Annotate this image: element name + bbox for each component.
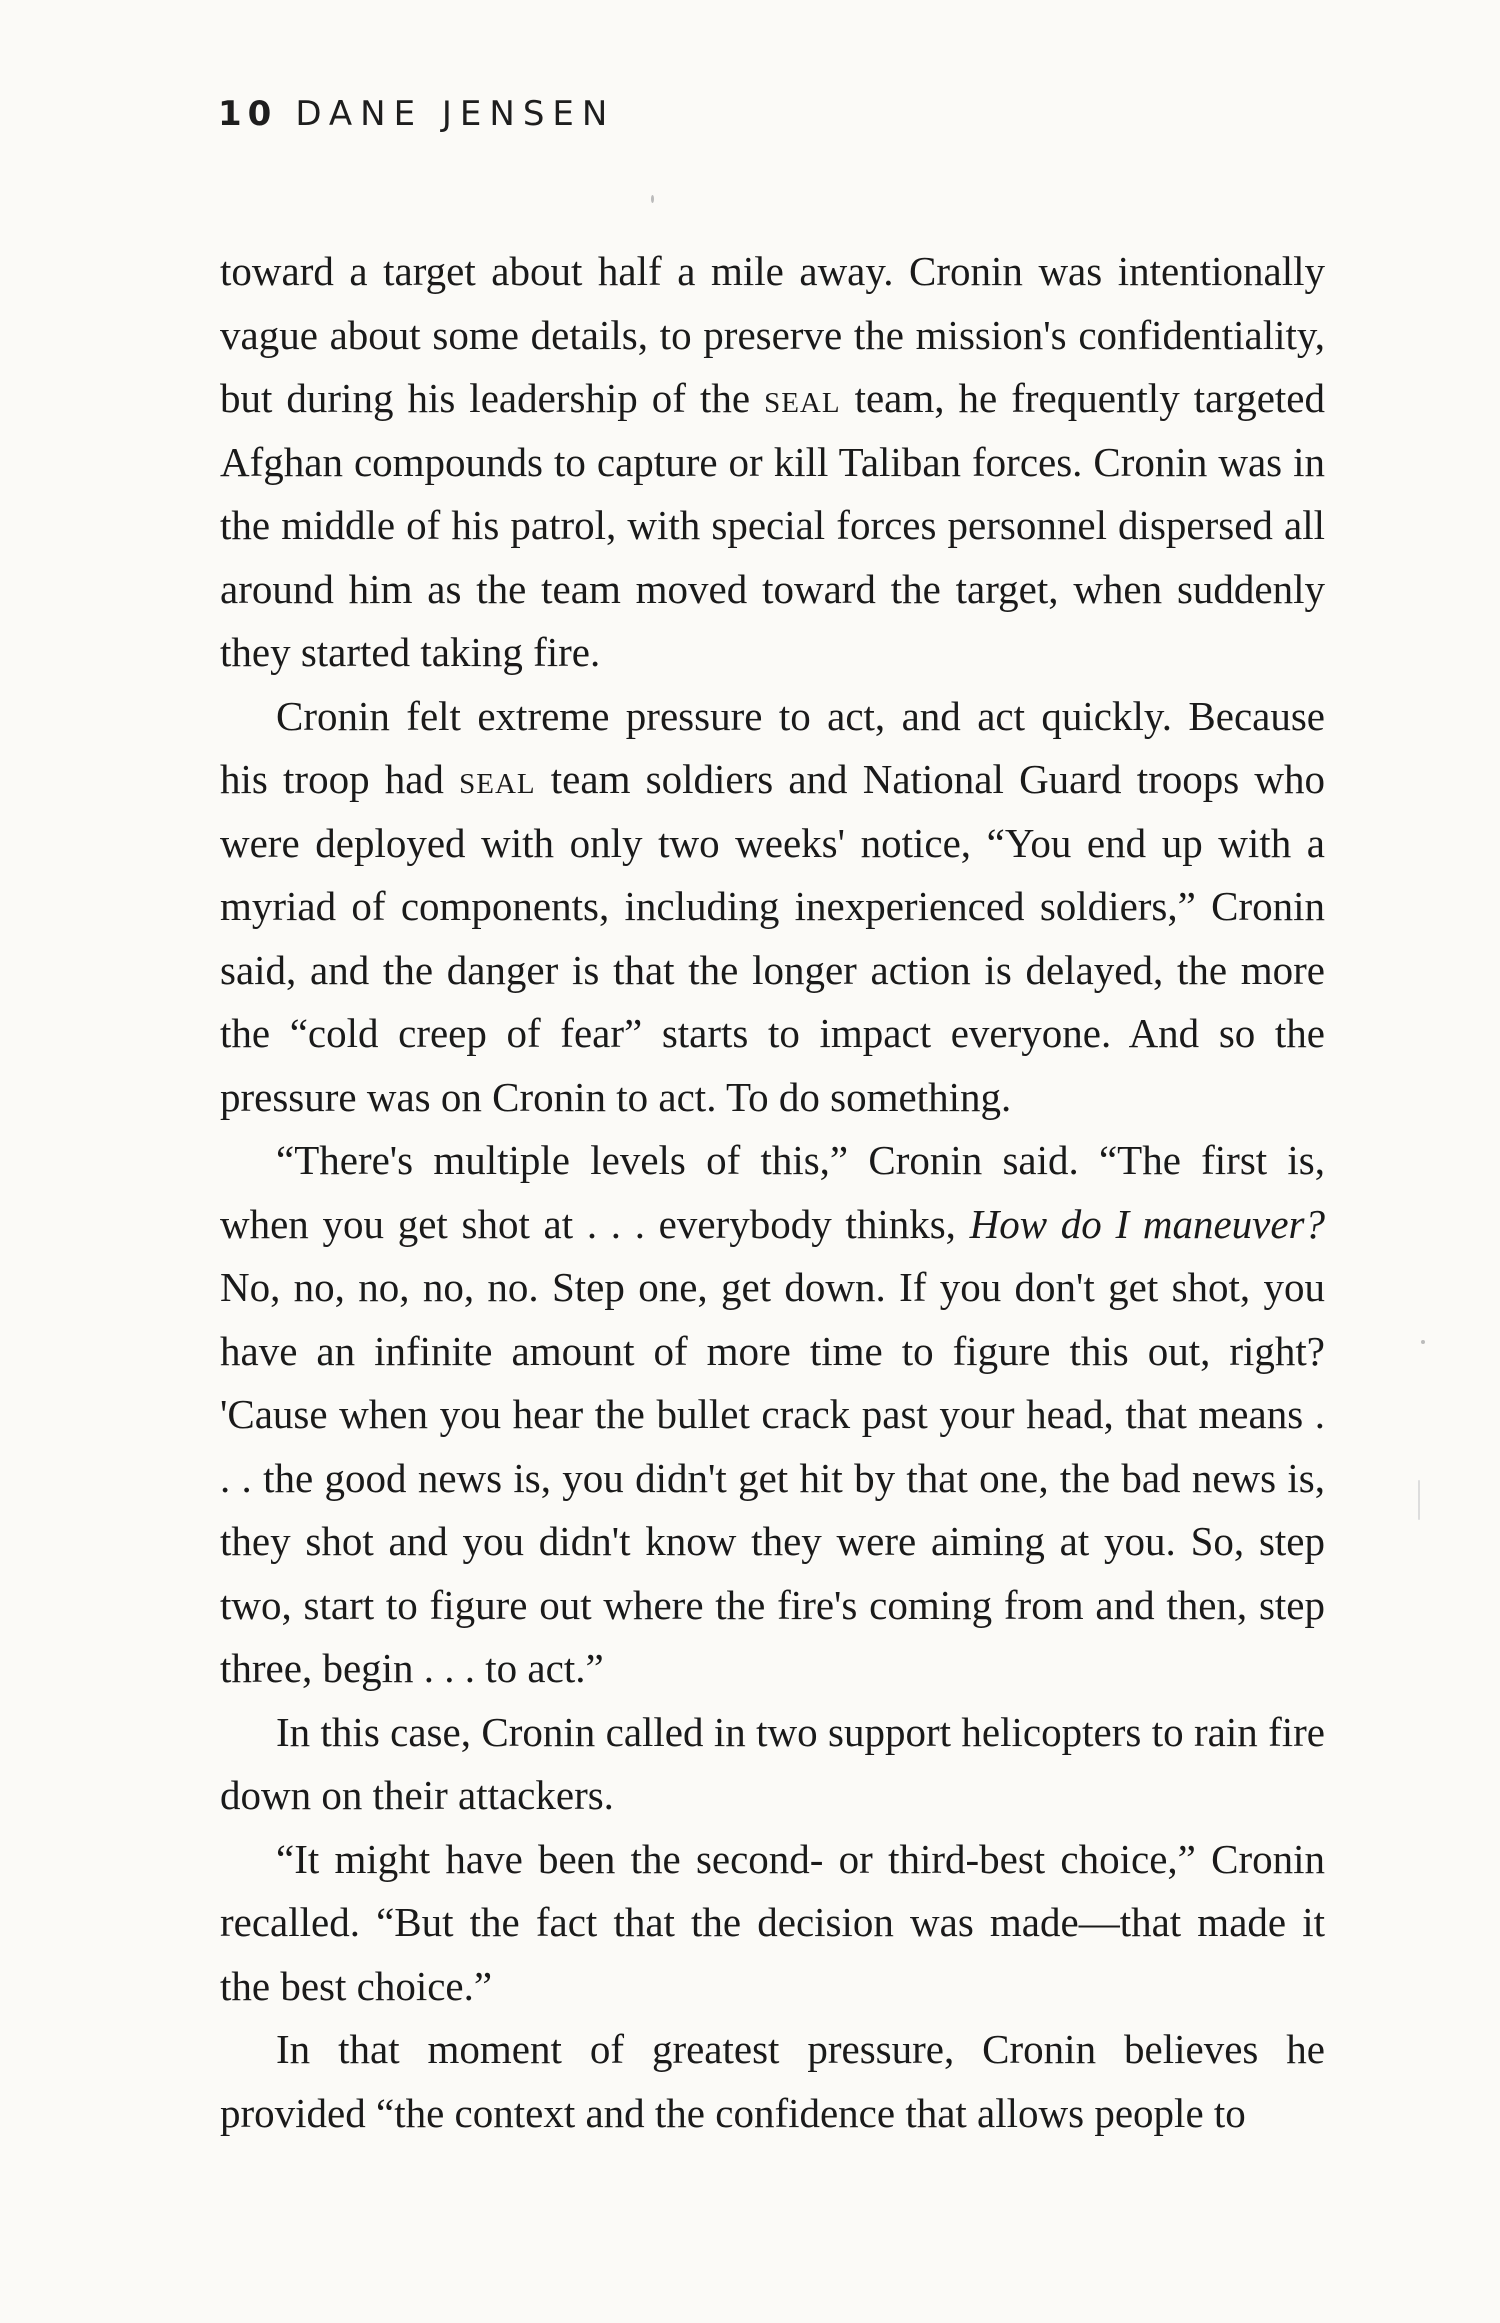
scan-speck — [651, 195, 654, 203]
scan-speck — [1418, 1480, 1420, 1520]
running-head — [218, 94, 615, 134]
paragraph-5: “It might have been the second- or third-best choice,” Cronin recalled. “But the fact that the decision was made—that made it the best choice.” — [220, 1835, 1325, 2009]
seal-smallcaps: seal — [459, 756, 536, 802]
paragraph-3: “There's multiple levels of this,” Cronin said. “The first is, when you get shot at . . . everybody thinks, How do I maneuver? No, no, no, no, no. Step one, get down. If you don't get shot, you have an infinite amount of more time to figure this out, right? 'Cause when you hear the bullet crack past your head, that means . . . the good news is, you didn't get hit by that one, the bad news is, they shot and you didn't know they were aiming at you. So, step two, start to figure out where the fire's coming from and then, step three, begin . . . to act.” — [220, 1137, 1325, 1691]
paragraph-6: In that moment of greatest pressure, Cronin believes he provided “the context and the confidence that allows people to — [220, 2026, 1325, 2136]
paragraph-1: toward a target about half a mile away. Cronin was intentionally vague about some details, to preserve the mission's confidentiality, but during his leadership of the seal team, he frequently targeted Afghan compounds to capture or kill Taliban forces. Cronin was in the middle of his patrol, with special forces personnel dispersed all around him as the team moved toward the target, when suddenly they started taking fire. — [220, 248, 1325, 675]
scan-speck — [1421, 1340, 1425, 1344]
paragraph-4: In this case, Cronin called in two support helicopters to rain fire down on their attackers. — [220, 1708, 1325, 1818]
running-head-author: DANE JENSEN — [295, 94, 616, 134]
italic-phrase: How do I maneuver? — [969, 1200, 1325, 1247]
page-number: 10 — [218, 94, 278, 134]
seal-smallcaps: seal — [764, 375, 841, 421]
body-text — [220, 240, 1325, 2145]
paragraph-2: Cronin felt extreme pressure to act, and act quickly. Because his troop had seal team soldiers and National Guard troops who were deployed with only two weeks' notice, “You end up with a myriad of components, including inexperienced soldiers,” Cronin said, and the danger is that the longer action is delayed, the more the “cold creep of fear” starts to impact everyone. And so the pressure was on Cronin to act. To do something. — [220, 692, 1325, 1120]
